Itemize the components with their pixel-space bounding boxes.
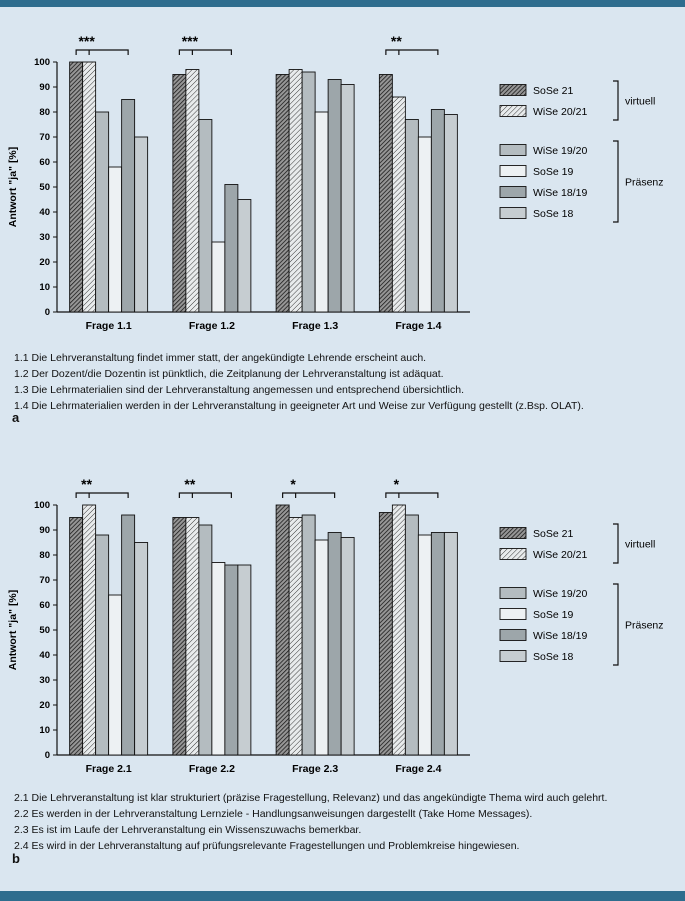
bar xyxy=(173,518,186,756)
y-tick-label: 90 xyxy=(39,82,50,94)
bar xyxy=(302,72,315,312)
footnote: 2.4 Es wird in der Lehrveranstaltung auf prüfungsrelevante Fragestellungen und Problemkreise hingewiesen. xyxy=(14,840,520,853)
legend-group-label: virtuell xyxy=(625,538,656,551)
bar xyxy=(135,137,148,312)
bar xyxy=(238,200,251,313)
y-tick-label: 10 xyxy=(39,282,50,294)
legend-swatch xyxy=(500,85,526,96)
bar xyxy=(186,518,199,756)
legend-bracket xyxy=(613,584,618,665)
x-category-label: Frage 2.2 xyxy=(188,763,235,775)
y-tick-label: 80 xyxy=(39,107,50,119)
legend-label: WiSe 20/21 xyxy=(533,105,588,118)
bar xyxy=(199,525,212,755)
bar xyxy=(83,505,96,755)
legend-swatch xyxy=(500,166,526,177)
bar xyxy=(109,167,122,312)
x-category-label: Frage 1.4 xyxy=(395,320,442,332)
chart-panel-b xyxy=(0,455,685,785)
chart-panel-a xyxy=(0,12,685,342)
bar xyxy=(379,513,392,756)
significance-stars: * xyxy=(393,476,400,492)
legend-label: WiSe 19/20 xyxy=(533,144,588,157)
legend-swatch xyxy=(500,208,526,219)
bar xyxy=(418,535,431,755)
legend-swatch xyxy=(500,630,526,641)
footnote: 1.1 Die Lehrveranstaltung findet immer statt, der angekündigte Lehrende erscheint auch. xyxy=(14,352,427,364)
x-category-label: Frage 2.3 xyxy=(292,763,339,775)
bar xyxy=(405,515,418,755)
legend-label: SoSe 21 xyxy=(533,84,574,97)
footnote: 2.1 Die Lehrveranstaltung ist klar strukturiert (präzise Fragestellung, Relevanz) und das angekündigte Thema wird auch gelehrt. xyxy=(14,792,608,804)
bar xyxy=(289,70,302,313)
y-tick-label: 0 xyxy=(44,307,50,319)
x-category-label: Frage 1.2 xyxy=(188,320,235,332)
top-border-strip xyxy=(0,0,685,7)
legend-swatch xyxy=(500,651,526,662)
y-tick-label: 50 xyxy=(39,625,50,637)
x-category-label: Frage 2.1 xyxy=(85,763,132,775)
legend-label: WiSe 19/20 xyxy=(533,587,588,600)
significance-stars: ** xyxy=(390,33,402,49)
y-tick-label: 30 xyxy=(39,232,50,244)
bar xyxy=(199,120,212,313)
bar xyxy=(405,120,418,313)
legend-swatch xyxy=(500,187,526,198)
significance-bracket xyxy=(179,50,231,55)
bar xyxy=(315,112,328,312)
footnotes-panel-b xyxy=(14,792,677,857)
bar xyxy=(135,543,148,756)
legend-swatch xyxy=(500,588,526,599)
footnote: 1.4 Die Lehrmaterialien werden in der Lehrveranstaltung in geeigneter Art und Weise zur Verfügung gestellt (z.Bsp. OLAT). xyxy=(14,400,584,413)
y-tick-label: 80 xyxy=(39,550,50,562)
y-tick-label: 0 xyxy=(44,750,50,762)
y-axis-title: Antwort "ja" [%] xyxy=(7,589,19,671)
legend-label: WiSe 20/21 xyxy=(533,548,588,561)
y-tick-label: 20 xyxy=(39,257,50,269)
bar xyxy=(122,100,135,313)
y-tick-label: 100 xyxy=(34,500,50,512)
y-tick-label: 90 xyxy=(39,525,50,537)
bar xyxy=(70,62,83,312)
legend-label: SoSe 18 xyxy=(533,207,574,220)
legend-group-label: Präsenz xyxy=(625,619,664,632)
bar xyxy=(379,75,392,313)
footnotes-panel-a xyxy=(14,352,677,417)
bar xyxy=(173,75,186,313)
bar xyxy=(418,137,431,312)
legend-label: SoSe 21 xyxy=(533,527,574,540)
footnote: 1.2 Der Dozent/die Dozentin ist pünktlich, die Zeitplanung der Lehrveranstaltung ist adäquat. xyxy=(14,368,444,381)
bar xyxy=(96,535,109,755)
panel-label-b: b xyxy=(12,851,20,866)
y-tick-label: 100 xyxy=(34,57,50,69)
bar xyxy=(392,97,405,312)
y-tick-label: 40 xyxy=(39,650,50,662)
bar xyxy=(341,85,354,313)
y-tick-label: 10 xyxy=(39,725,50,737)
bar xyxy=(96,112,109,312)
bar xyxy=(212,242,225,312)
bar xyxy=(109,595,122,755)
bar xyxy=(238,565,251,755)
legend-label: WiSe 18/19 xyxy=(533,629,588,642)
bar xyxy=(431,110,444,313)
bar xyxy=(392,505,405,755)
legend-swatch xyxy=(500,609,526,620)
significance-stars: ** xyxy=(81,476,93,492)
bar xyxy=(186,70,199,313)
legend-label: SoSe 19 xyxy=(533,608,574,621)
bar xyxy=(431,533,444,756)
x-category-label: Frage 1.3 xyxy=(292,320,339,332)
legend-swatch xyxy=(500,145,526,156)
bar xyxy=(212,563,225,756)
significance-bracket xyxy=(76,50,128,55)
y-tick-label: 40 xyxy=(39,207,50,219)
x-category-label: Frage 2.4 xyxy=(395,763,442,775)
y-tick-label: 50 xyxy=(39,182,50,194)
significance-bracket xyxy=(179,493,231,498)
bar xyxy=(289,518,302,756)
bar xyxy=(276,75,289,313)
legend-swatch xyxy=(500,106,526,117)
significance-stars: ** xyxy=(184,476,196,492)
legend-bracket xyxy=(613,524,618,563)
bar xyxy=(328,80,341,313)
footnote: 2.3 Es ist im Laufe der Lehrveranstaltung ein Wissenszuwachs bemerkbar. xyxy=(14,824,362,837)
legend-group-label: Präsenz xyxy=(625,176,664,189)
bar xyxy=(83,62,96,312)
significance-stars: * xyxy=(290,476,296,492)
bar xyxy=(328,533,341,756)
y-tick-label: 60 xyxy=(39,600,50,612)
x-category-label: Frage 1.1 xyxy=(85,320,132,332)
y-tick-label: 20 xyxy=(39,700,50,712)
y-tick-label: 70 xyxy=(39,132,50,144)
bar xyxy=(225,565,238,755)
bar xyxy=(122,515,135,755)
significance-stars: *** xyxy=(78,33,95,49)
legend-label: WiSe 18/19 xyxy=(533,186,588,199)
footnote: 1.3 Die Lehrmaterialien sind der Lehrveranstaltung angemessen und entsprechend übersichtlich. xyxy=(14,384,465,397)
significance-stars: *** xyxy=(181,33,199,49)
bar xyxy=(276,505,289,755)
panel-label-a: a xyxy=(12,410,20,425)
footnote: 2.2 Es werden in der Lehrveranstaltung Lernziele - Handlungsanweisungen dargestellt (Take Home Messages). xyxy=(14,808,533,821)
legend-label: SoSe 18 xyxy=(533,650,574,663)
bar xyxy=(225,185,238,313)
y-tick-label: 60 xyxy=(39,157,50,169)
y-tick-label: 70 xyxy=(39,575,50,587)
bar xyxy=(444,115,457,313)
legend-swatch xyxy=(500,528,526,539)
bar xyxy=(341,538,354,756)
bar xyxy=(302,515,315,755)
legend-bracket xyxy=(613,141,618,222)
legend-label: SoSe 19 xyxy=(533,165,574,178)
bottom-border-strip xyxy=(0,891,685,901)
bar xyxy=(315,540,328,755)
y-axis-title: Antwort "ja" [%] xyxy=(7,146,19,228)
legend-swatch xyxy=(500,549,526,560)
significance-bracket xyxy=(76,493,128,498)
bar xyxy=(444,533,457,756)
significance-bracket xyxy=(386,493,438,498)
significance-bracket xyxy=(283,493,335,498)
legend-group-label: virtuell xyxy=(625,95,656,108)
bar xyxy=(70,518,83,756)
y-tick-label: 30 xyxy=(39,675,50,687)
significance-bracket xyxy=(386,50,438,55)
legend-bracket xyxy=(613,81,618,120)
